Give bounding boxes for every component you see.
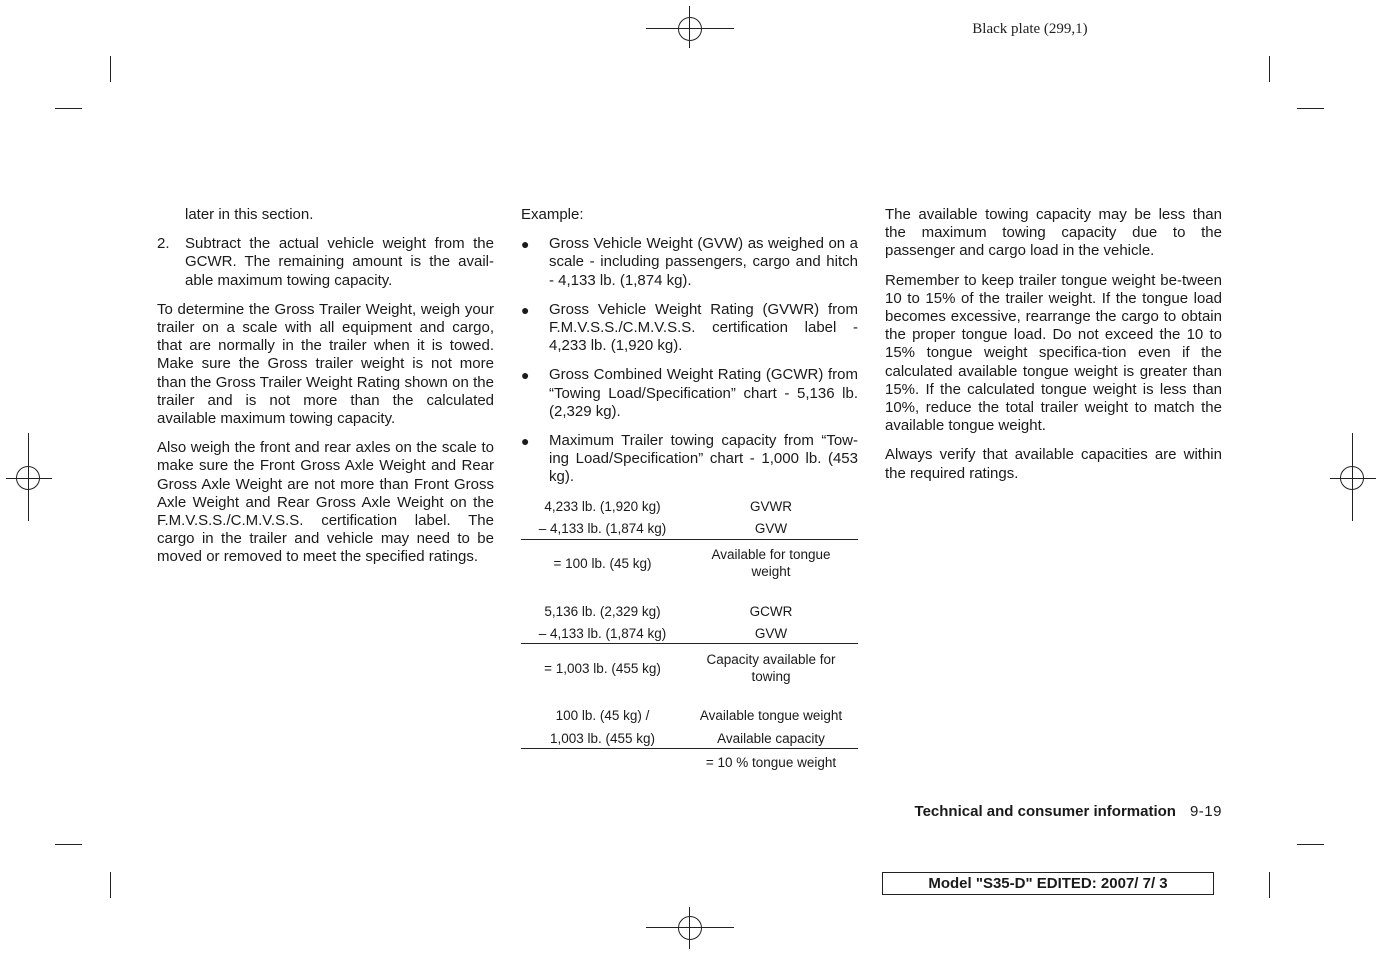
paragraph-towing-capacity: The available towing capacity may be less than the maximum towing capacity due to the passenger and cargo load in the vehicle.	[885, 206, 1222, 260]
calc-left: – 4,133 lb. (1,874 kg)	[538, 521, 667, 537]
calc-left: 1,003 lb. (455 kg)	[549, 731, 656, 747]
calc-row	[521, 730, 858, 748]
bullet-icon: ●	[521, 367, 530, 384]
continued-text: later in this section.	[185, 206, 314, 223]
calc-left: 5,136 lb. (2,329 kg)	[544, 604, 661, 620]
bullet-text: Gross Vehicle Weight Rating (GVWR) from F.M.V.S.S./C.M.V.S.S. certification label - 4,233 lb. (1,920 kg).	[549, 300, 858, 355]
calc-row	[521, 754, 858, 772]
calc-row	[521, 498, 858, 516]
calc-left: = 100 lb. (45 kg)	[553, 555, 652, 571]
calc-row	[521, 625, 858, 643]
bullet-text: Gross Combined Weight Rating (GCWR) from “Towing Load/Specification” chart - 5,136 lb. (2,329 kg).	[549, 366, 858, 420]
page-number: 9-19	[1189, 803, 1222, 820]
sum-line	[521, 643, 858, 644]
calc-right: GCWR	[749, 604, 793, 619]
running-footer	[915, 803, 1222, 820]
bullet-item	[521, 235, 858, 290]
bullet-item	[521, 366, 858, 421]
bullet-icon: ●	[521, 301, 530, 318]
column-right	[885, 206, 1222, 494]
calc-right: = 10 % tongue weight	[705, 755, 837, 770]
step-number: 2.	[157, 235, 170, 253]
calc-right: Capacity available for towing	[706, 651, 836, 684]
bullet-icon: ●	[521, 236, 530, 253]
example-heading: Example:	[521, 206, 584, 223]
calc-right: Available for tongue weight	[711, 546, 831, 579]
bullet-item	[521, 301, 858, 356]
calc-left: 4,233 lb. (1,920 kg)	[544, 499, 661, 515]
calc-right: GVW	[754, 521, 788, 536]
bullet-icon: ●	[521, 433, 530, 450]
paragraph-tongue-weight: Remember to keep trailer tongue weight be-tween 10 to 15% of the trailer weight. If the tongue load becomes excessive, rearrange the cargo to obtain the proper tongue load. Do not exceed the 10 to 15% tongue weight specifica-tion even if the calculated available tongue weight is greater than 15%. If the calculated tongue weight is less than 10%, reduce the total trailer weight to match the available tongue weight.	[885, 271, 1222, 435]
calc-row	[521, 545, 858, 581]
calc-right: Available tongue weight	[699, 708, 843, 723]
calc-row	[521, 707, 858, 725]
bullet-text: Maximum Trailer towing capacity from “Tow-ing Load/Specification” chart - 1,000 lb. (453 kg).	[549, 432, 858, 486]
sum-line	[521, 748, 858, 749]
calc-left: = 1,003 lb. (455 kg)	[544, 660, 661, 676]
calc-row	[521, 603, 858, 621]
calc-left: – 4,133 lb. (1,874 kg)	[538, 626, 667, 642]
bullet-item	[521, 432, 858, 487]
paragraph-verify: Always verify that available capacities are within the required ratings.	[885, 446, 1222, 482]
paragraph-axle-weight: Also weigh the front and rear axles on the scale to make sure the Front Gross Axle Weight and Rear Gross Axle Weight are not more than Front Gross Axle Weight and Rear Gross Axle Weight on the F.M.V.S.S./C.M.V.S.S. certification label. The cargo in the trailer and vehicle may need to be moved or removed to meet the specified ratings.	[157, 439, 494, 566]
numbered-step-2	[157, 235, 494, 290]
step-text: Subtract the actual vehicle weight from the GCWR. The remaining amount is the avail-able maximum towing capacity.	[185, 235, 494, 289]
calc-right: GVWR	[750, 499, 792, 514]
calc-row	[521, 650, 858, 686]
bullet-text: Gross Vehicle Weight (GVW) as weighed on a scale - including passengers, cargo and hitch - 4,133 lb. (1,874 kg).	[549, 235, 858, 289]
model-edit-box: Model "S35-D" EDITED: 2007/ 7/ 3	[882, 872, 1214, 895]
section-title: Technical and consumer information	[914, 803, 1176, 820]
calc-right: GVW	[754, 626, 788, 641]
calc-right: Available capacity	[717, 731, 825, 746]
column-middle	[521, 206, 858, 498]
sum-line	[521, 539, 858, 540]
calc-left: 100 lb. (45 kg) /	[555, 708, 650, 724]
column-left	[157, 206, 494, 578]
paragraph-gross-trailer-weight: To determine the Gross Trailer Weight, weigh your trailer on a scale with all equipment and cargo, that are normally in the trailer when it is towed. Make sure the Gross trailer weight is not more than the Gross Trailer Weight Rating shown on the trailer and is not more than the calculated available maximum towing capacity.	[157, 300, 494, 428]
plate-label: Black plate (299,1)	[972, 21, 1088, 37]
calc-row	[521, 520, 858, 538]
